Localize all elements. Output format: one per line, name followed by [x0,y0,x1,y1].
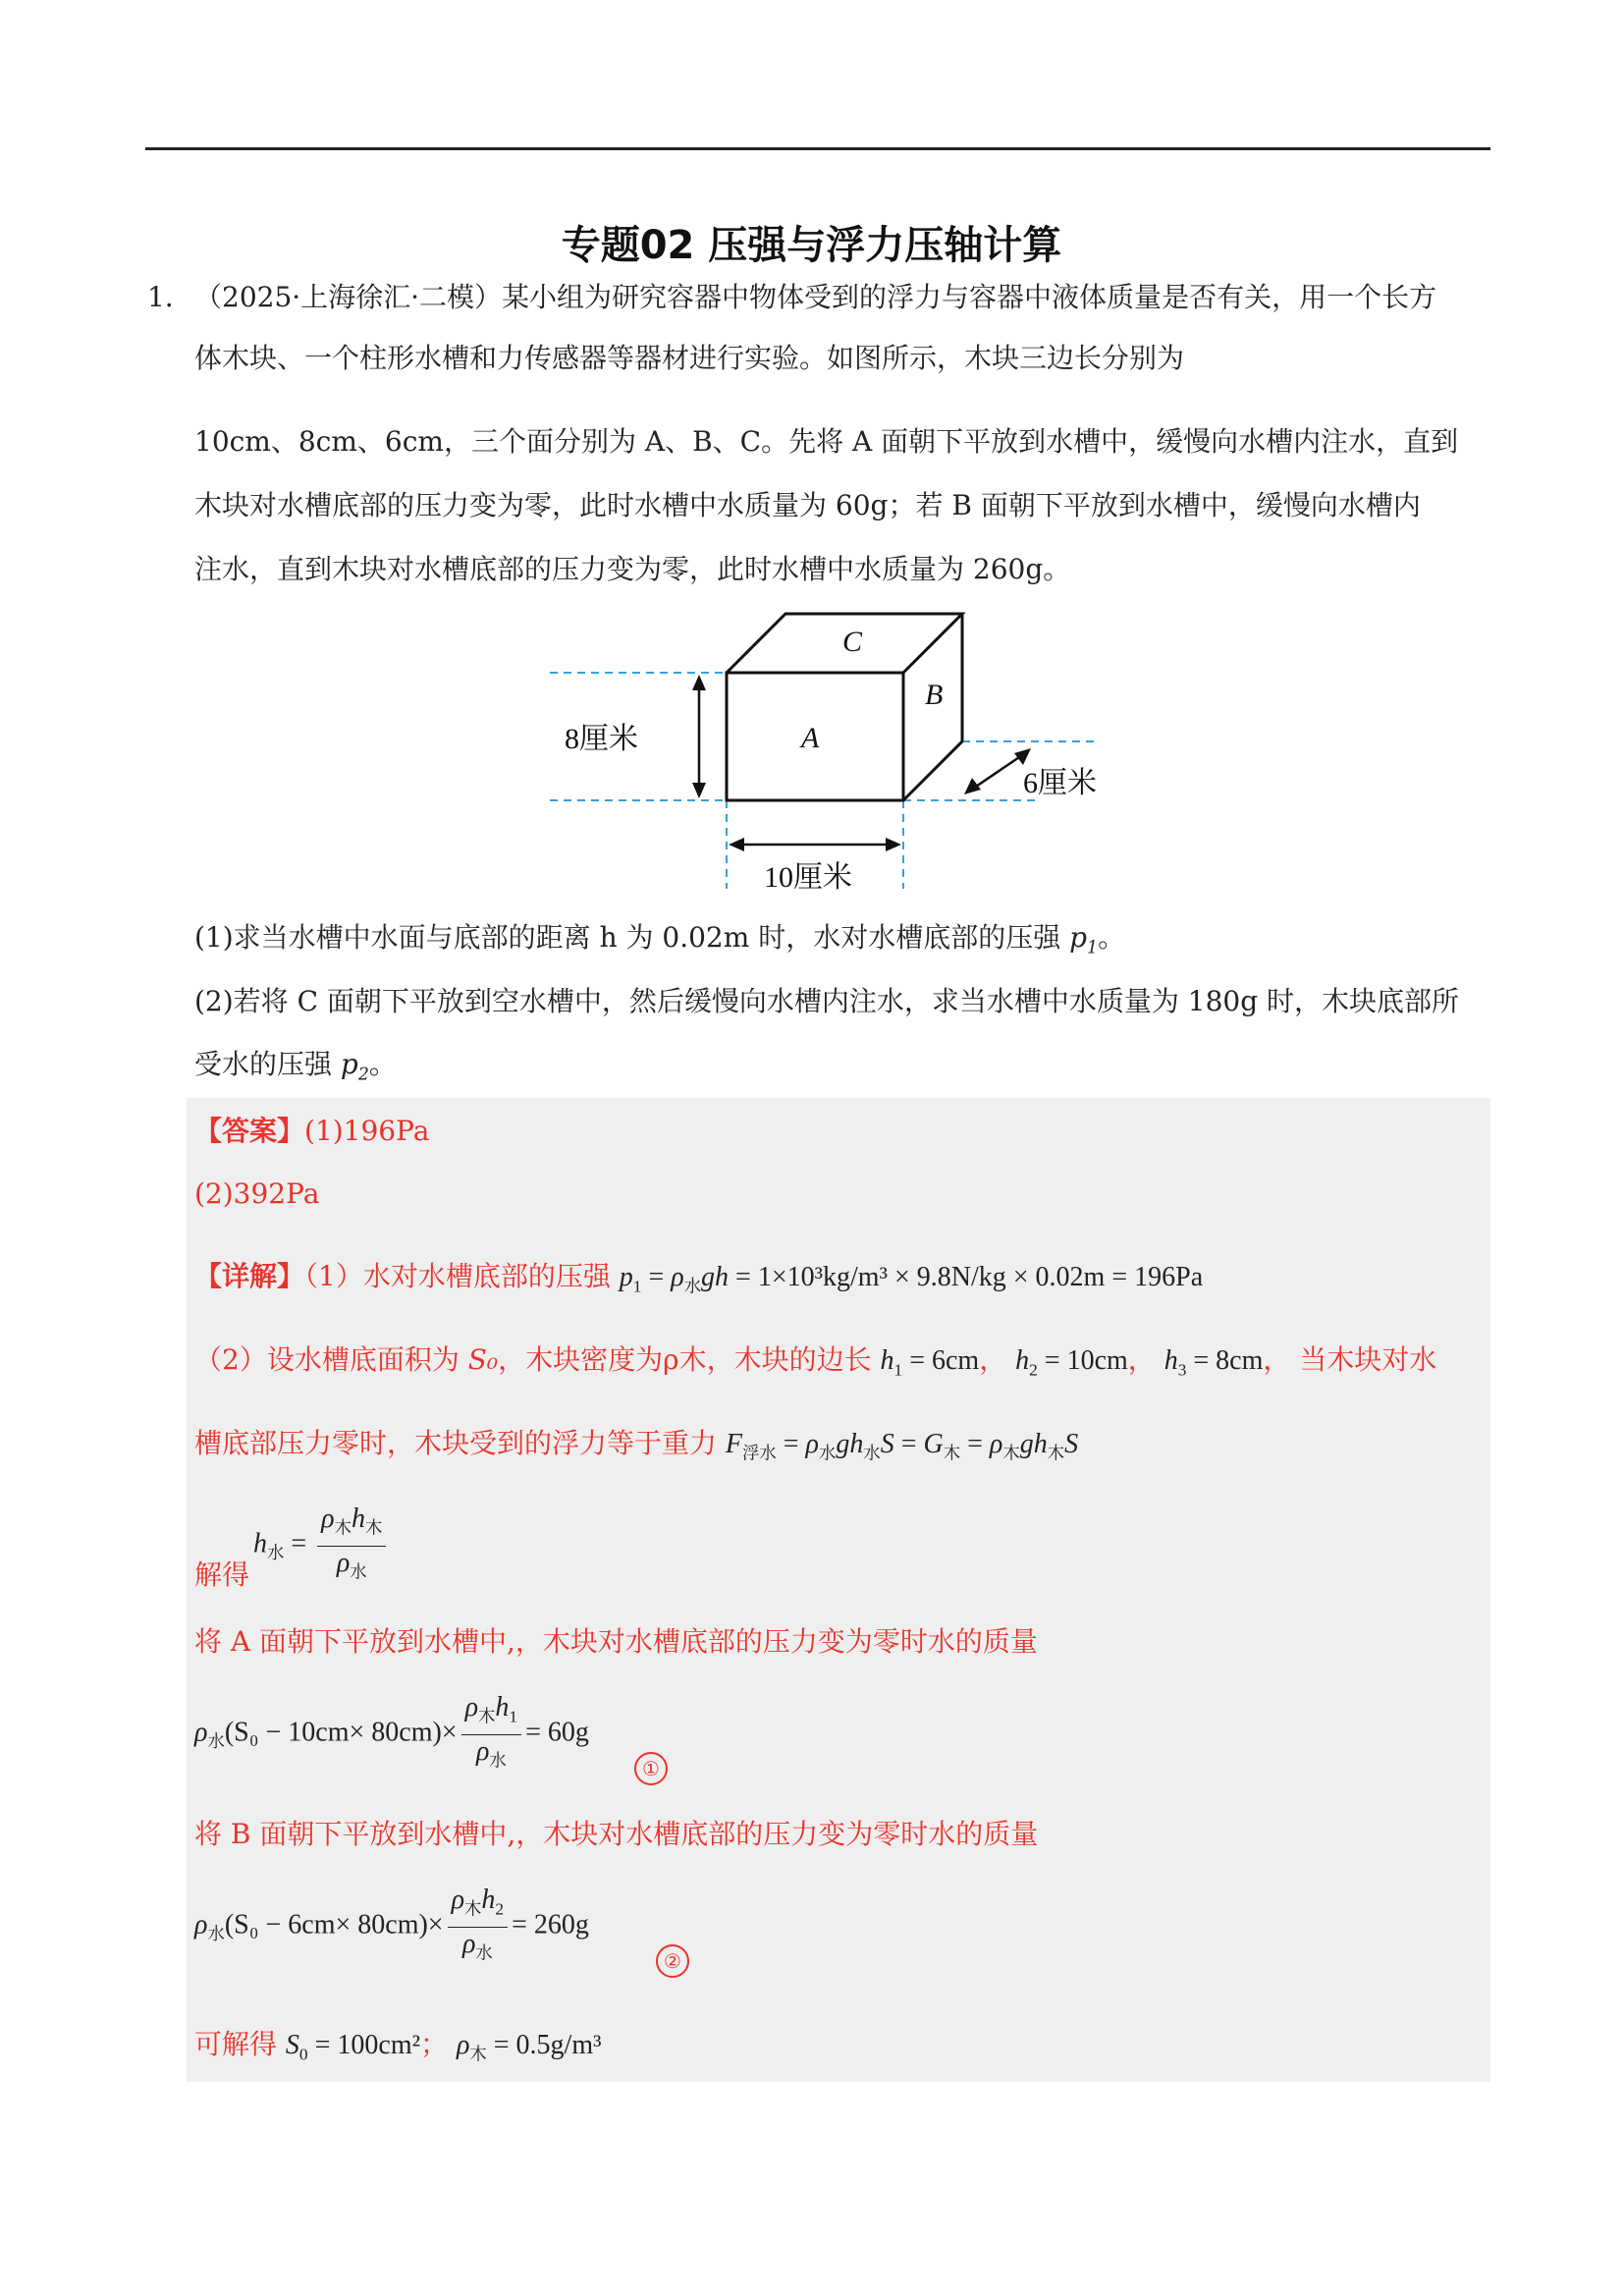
question-line-3: 10cm、8cm、6cm，三个面分别为 A、B、C。先将 A 面朝下平放到水槽中，缓慢向水槽内注水，直到 [194,425,1459,458]
face-c-label: C [842,626,863,658]
part-2-line-1: (2)若将 C 面朝下平放到空水槽中，然后缓慢向水槽内注水，求当水槽中水质量为 180g 时，木块底部所 [194,985,1460,1017]
detail-line-3 [194,1424,1078,1474]
equation-2: $\rho_水(S_0 - 6cm\times 80cm)\times$ $\frac{\rho_木h_2}{\rho_水}$ = 260g [194,1885,589,1963]
part-2-var-sub: 2 [357,1065,369,1085]
detail-2-text-c: 当木块对水 [1299,1343,1437,1376]
answer-label: 【答案】 [194,1115,305,1147]
equation-1: $\rho_水(S_0 - 10cm\times 80cm)\times$ $\frac{\rho_木h_1}{\rho_水}$ = 60g [194,1692,589,1771]
part-2-end: 。 [368,1048,397,1080]
detail-2-s0: S₀ [467,1343,499,1376]
step-a-text: 将 A 面朝下平放到水槽中,，木块对水槽底部的压力变为零时水的质量 [194,1625,1038,1658]
detail-2-text-b: ，木块密度为ρ木，木块的边长 [498,1343,872,1376]
question-line-1: （2025·上海徐汇·二模）某小组为研究容器中物体受到的浮力与容器中液体质量是否有关，用一个长方 [194,281,1437,313]
detail-1-text: （1）水对水槽底部的压强 [304,1260,611,1292]
solve-label: 解得 [194,1558,250,1591]
page-title: 专题02 压强与浮力压轴计算 [561,223,1062,268]
height-label: 8厘米 [565,723,638,755]
detail-line-2: （2）设水槽底面积为 S₀，木块密度为ρ木，木块的边长 $h_1 = 6cm$， $h_2 = 10cm$， $h_3 = 8cm$， 当木块对水 [194,1343,1437,1380]
final-s0: $S_0 = 100cm^2$ [285,2030,421,2064]
part-2-var: p [340,1048,358,1080]
detail-2-h3: $h_3 = 8cm$ [1163,1345,1264,1380]
question-line-4: 木块对水槽底部的压力变为零，此时水槽中水质量为 60g；若 B 面朝下平放到水槽中，缓慢向水槽内 [194,489,1421,521]
final-sep: ； [420,2028,449,2060]
question-line-5: 注水，直到木块对水槽底部的压力变为零，此时水槽中水质量为 260g。 [194,553,1071,585]
answer-2: (2)392Pa [194,1177,320,1210]
part-1-text: (1)求当水槽中水面与底部的距离 h 为 0.02m 时，水对水槽底部的压强 [194,921,1070,954]
step-b-text: 将 B 面朝下平放到水槽中,，木块对水槽底部的压力变为零时水的质量 [194,1818,1039,1850]
detail-line-1 [194,1257,1203,1307]
part-1-var: p [1069,921,1088,954]
answer-line-1 [194,1112,429,1151]
question-line-2: 体木块、一个柱形水槽和力传感器等器材进行实验。如图所示，木块三边长分别为 [194,342,1185,374]
final-label: 可解得 [194,2028,278,2060]
depth-label: 6厘米 [1023,767,1097,799]
face-b-label: B [925,679,944,711]
detail-1-formula: $p_1 = \rho_水gh = 1\times 10^3kg/m^3 \times 9.8N/kg \times 0.02m = 196Pa$ [619,1262,1204,1296]
detail-2-h2: $h_2 = 10cm$ [1015,1345,1128,1380]
buoyancy-formula: $F_{浮水} = \rho_水gh_水S = G_木 = \rho_木gh_木S$ [725,1429,1079,1463]
width-label: 10厘米 [764,861,852,894]
part-1 [194,918,1125,968]
face-a-label: A [801,722,820,754]
top-rule [145,147,1490,150]
part-1-var-sub: 1 [1087,938,1099,958]
detail-label: 【详解】 [194,1260,305,1292]
block-figure [550,604,1119,899]
part-2-text: 受水的压强 [194,1048,341,1080]
part-2-line-2 [194,1045,397,1095]
part-1-end: 。 [1098,921,1126,954]
detail-3-text: 槽底部压力零时，木块受到的浮力等于重力 [194,1427,718,1459]
equation-2-marker: ② [656,1944,689,1978]
answer-1: (1)196Pa [304,1115,430,1147]
final-rho: $\rho_木 = 0.5g/m^3$ [456,2030,602,2064]
equation-1-marker: ① [634,1752,668,1785]
question-number: 1． [147,281,192,313]
final-line [194,2025,602,2075]
solve-formula: $h_水$ = $\frac{\rho_木h_木}{\rho_水}$ [253,1503,390,1589]
detail-2-text-a: （2）设水槽底面积为 [194,1343,468,1376]
detail-2-h1: $h_1 = 6cm$ [880,1345,980,1380]
